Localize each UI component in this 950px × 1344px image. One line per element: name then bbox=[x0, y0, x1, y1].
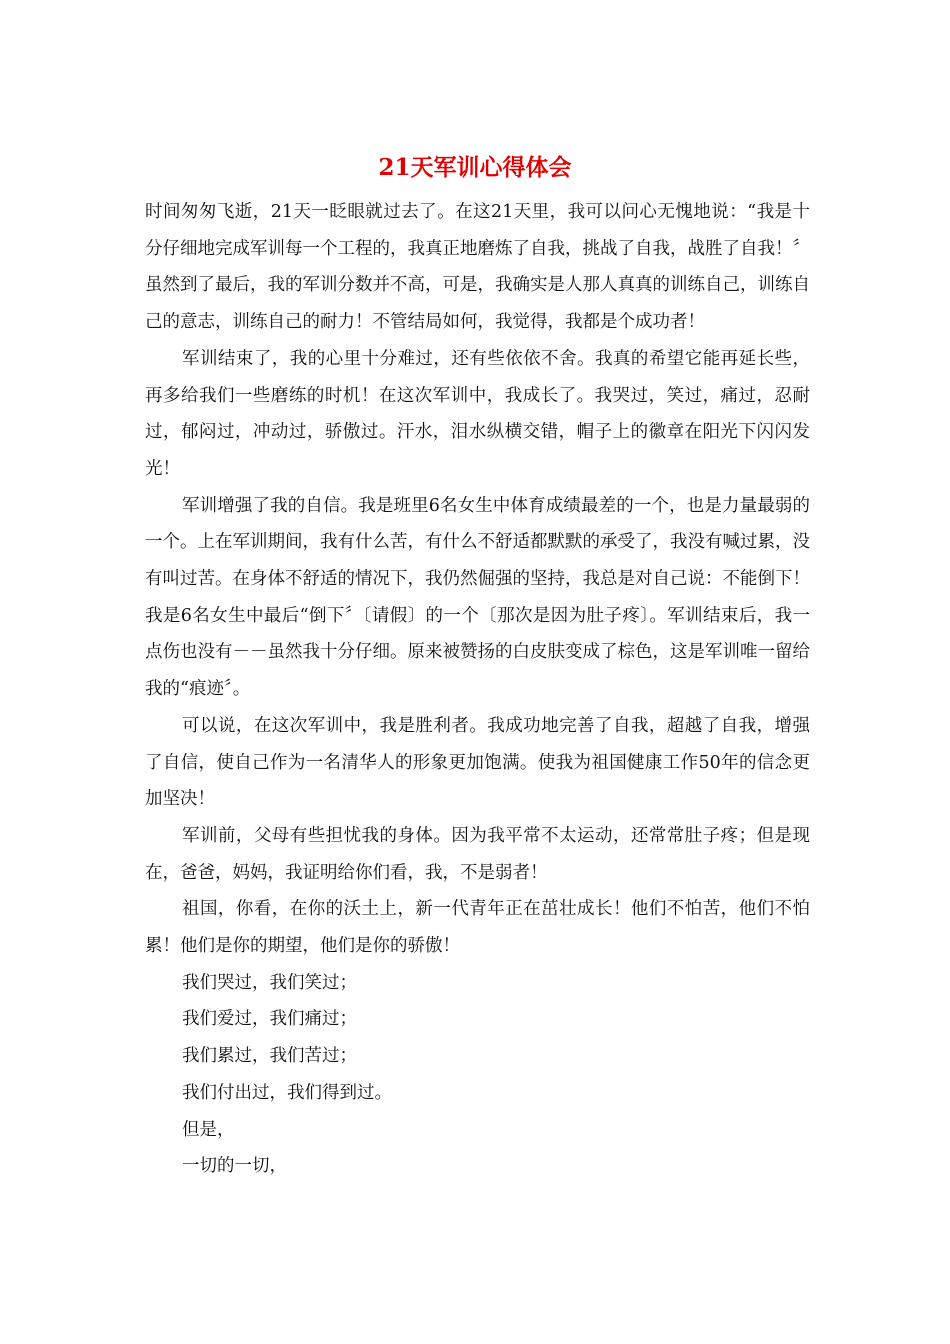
poem-line-5: 但是， bbox=[182, 1119, 235, 1140]
paragraph-5: 军训前，父母有些担忧我的身体。因为我平常不太运动，还常常肚子疼；但是现在，爸爸，妈妈，我证明给你们看，我，不是弱者！ bbox=[145, 825, 810, 883]
poem-line-6: 一切的一切， bbox=[182, 1156, 287, 1177]
paragraph-1: 时间匆匆飞逝，21天一眨眼就过去了。在这21天里，我可以问心无愧地说：“我是十分仔细地完成军训每一个工程的，我真正地磨炼了自我，挑战了自我，战胜了自我！〞虽然到了最后，我的军训分数并不高，可是，我确实是人那人真真的训练自己，训练自己的意志，训练自己的耐力！不管结局如何，我觉得，我都是个成功者！ bbox=[145, 202, 810, 333]
poem-line-1: 我们哭过，我们笑过； bbox=[182, 972, 357, 993]
paragraph-6: 祖国，你看，在你的沃土上，新一代青年正在茁壮成长！他们不怕苦，他们不怕累！他们是你的期望，他们是你的骄傲！ bbox=[145, 899, 810, 957]
paragraph-3: 军训增强了我的自信。我是班里6名女生中体育成绩最差的一个，也是力量最弱的一个。上在军训期间，我有什么苦，有什么不舒适都默默的承受了，我没有喊过累，没有叫过苦。在身体不舒适的情况下，我仍然倔强的坚持，我总是对自己说：不能倒下！我是6名女生中最后“倒下〞〔请假〕的一个〔那次是因为肚子疼〕。军训结束后，我一点伤也没有－－虽然我十分仔细。原来被赞扬的白皮肤变成了棕色，这是军训唯一留给我的“痕迹〞。 bbox=[145, 495, 810, 700]
paragraph-4: 可以说，在这次军训中，我是胜利者。我成功地完善了自我，超越了自我，增强了自信，使自己作为一名清华人的形象更加饱满。使我为祖国健康工作50年的信念更加坚决！ bbox=[145, 715, 810, 810]
poem-line-3: 我们累过，我们苦过； bbox=[182, 1046, 357, 1067]
document-body bbox=[145, 194, 810, 1185]
poem-line-4: 我们付出过，我们得到过。 bbox=[182, 1082, 392, 1103]
paragraph-2: 军训结束了，我的心里十分难过，还有些依依不舍。我真的希望它能再延长些，再多给我们一些磨练的时机！在这次军训中，我成长了。我哭过，笑过，痛过，忍耐过，郁闷过，冲动过，骄傲过。汗水，泪水纵横交错，帽子上的徽章在阳光下闪闪发光！ bbox=[145, 348, 810, 479]
poem-line-2: 我们爱过，我们痛过； bbox=[182, 1009, 357, 1030]
document-title: 21天军训心得体会 bbox=[378, 154, 572, 181]
